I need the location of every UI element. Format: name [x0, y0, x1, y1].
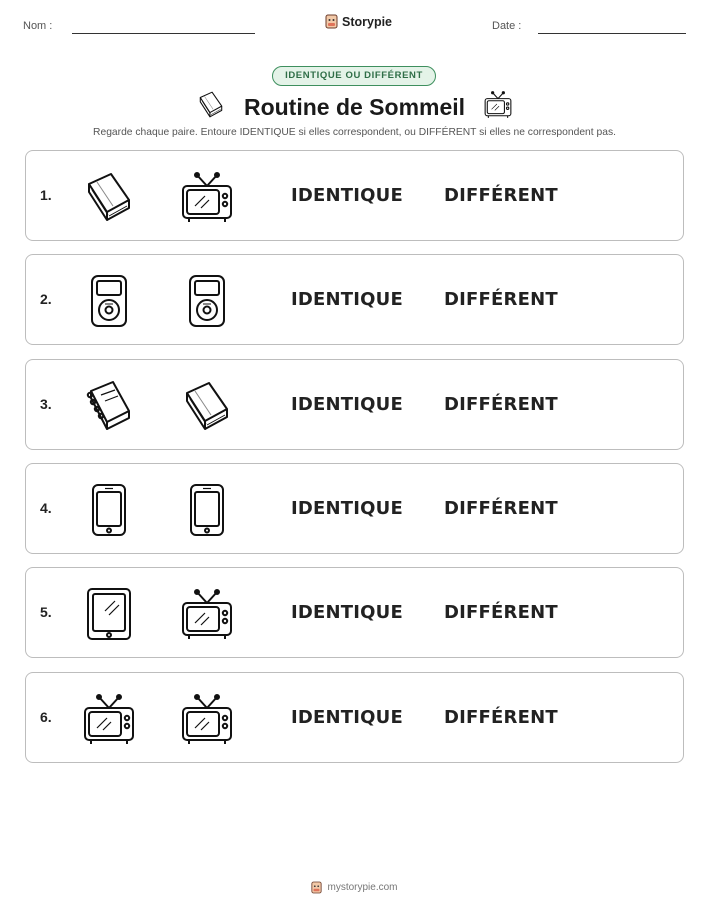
option-different[interactable]: DIFFÉRENT	[444, 602, 558, 624]
tv-icon	[179, 692, 235, 746]
date-field[interactable]	[538, 33, 686, 34]
right-picture	[179, 587, 235, 641]
page-title: Routine de Sommeil	[243, 93, 466, 120]
right-picture	[179, 274, 235, 328]
option-different[interactable]: DIFFÉRENT	[444, 706, 558, 728]
tv-icon	[81, 692, 137, 746]
notebook-icon	[81, 379, 137, 433]
book-icon	[179, 379, 235, 433]
right-picture	[179, 483, 235, 537]
title-right-icon	[483, 90, 513, 124]
exercise-row	[25, 254, 684, 345]
right-picture	[179, 379, 235, 433]
left-picture	[81, 379, 137, 433]
right-picture	[179, 692, 235, 746]
option-same[interactable]: IDENTIQUE	[291, 602, 403, 624]
left-picture	[81, 587, 137, 641]
exercise-row	[25, 359, 684, 450]
option-same[interactable]: IDENTIQUE	[291, 393, 403, 415]
footer-url: mystorypie.com	[327, 882, 398, 893]
left-picture	[81, 692, 137, 746]
music-player-icon	[179, 274, 235, 328]
left-picture	[81, 274, 137, 328]
row-number: 1.	[40, 187, 52, 203]
option-same[interactable]: IDENTIQUE	[291, 497, 403, 519]
footer	[0, 881, 709, 894]
phone-icon	[179, 483, 235, 537]
row-number: 4.	[40, 499, 52, 516]
right-picture	[179, 170, 235, 224]
instructions: Regarde chaque paire. Entoure IDENTIQUE si elles correspondent, ou DIFFÉRENT si elles ne correspondent pas.	[93, 127, 616, 138]
book-icon	[81, 170, 137, 224]
tv-icon	[483, 90, 513, 124]
exercise-row	[25, 150, 684, 241]
brand-name: Storypie	[342, 14, 393, 29]
storypie-mascot-icon	[311, 881, 322, 894]
name-field[interactable]	[72, 33, 255, 34]
worksheet-type-badge: IDENTIQUE OU DIFFÉRENT	[272, 66, 436, 86]
row-number: 2.	[40, 291, 52, 308]
phone-icon	[81, 483, 137, 537]
left-picture	[81, 170, 137, 224]
row-number: 5.	[40, 604, 52, 621]
left-picture	[81, 483, 137, 537]
row-number: 6.	[40, 708, 52, 725]
date-label: Date :	[492, 20, 522, 32]
option-same[interactable]: IDENTIQUE	[291, 706, 403, 728]
option-different[interactable]: DIFFÉRENT	[444, 497, 558, 519]
option-same[interactable]: IDENTIQUE	[291, 185, 403, 206]
title-left-icon	[196, 90, 226, 124]
tv-icon	[179, 587, 235, 641]
option-same[interactable]: IDENTIQUE	[291, 289, 403, 311]
title-row	[0, 90, 709, 124]
option-different[interactable]: DIFFÉRENT	[444, 185, 558, 206]
music-player-icon	[81, 274, 137, 328]
brand-logo	[325, 14, 392, 29]
row-number: 3.	[40, 395, 52, 412]
storypie-mascot-icon	[325, 14, 338, 29]
tv-icon	[179, 170, 235, 224]
name-label: Nom :	[23, 20, 53, 32]
exercise-row	[25, 567, 684, 658]
exercise-row	[25, 463, 684, 554]
tablet-icon	[81, 587, 137, 641]
exercise-row	[25, 672, 684, 763]
option-different[interactable]: DIFFÉRENT	[444, 289, 558, 311]
option-different[interactable]: DIFFÉRENT	[444, 393, 558, 415]
book-icon	[196, 90, 226, 124]
